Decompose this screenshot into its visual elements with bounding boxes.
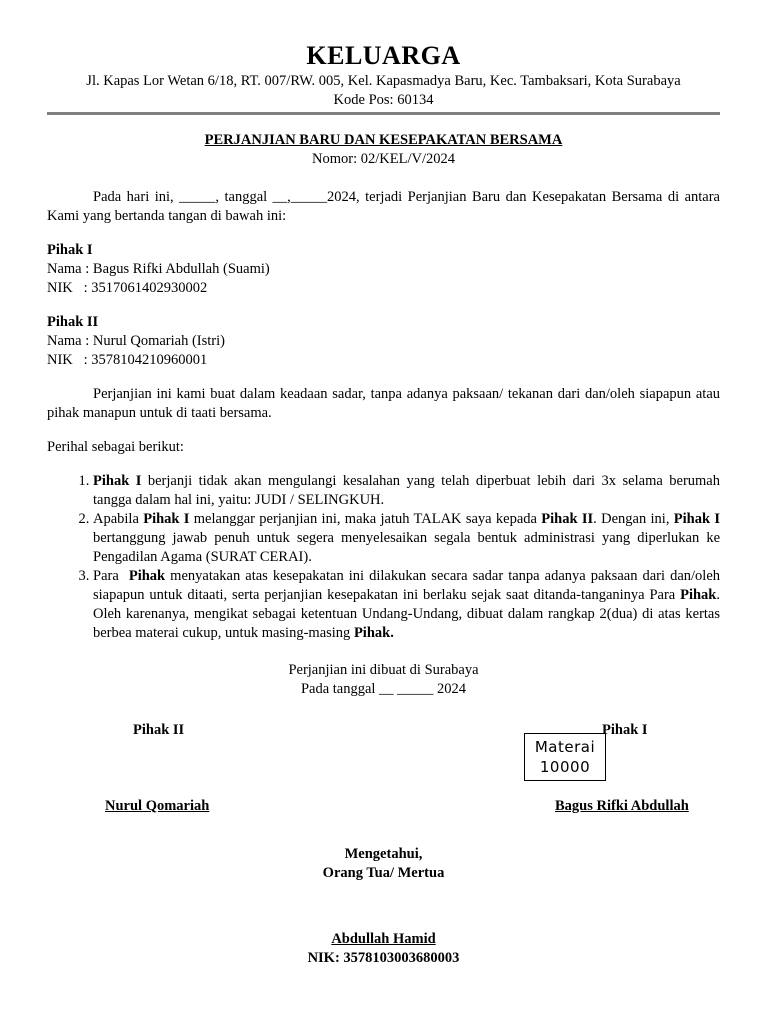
letterhead-divider — [47, 112, 720, 115]
document-title: PERJANJIAN BARU DAN KESEPAKATAN BERSAMA — [204, 132, 563, 148]
party-first-name: Nama : Bagus Rifki Abdullah (Suami) — [47, 261, 270, 277]
party-second-name: Nama : Nurul Qomariah (Istri) — [47, 333, 225, 349]
term-item-1 — [93, 472, 720, 510]
perihal-text: Perihal sebagai berikut: — [47, 439, 184, 455]
party-first-heading: Pihak I — [47, 242, 93, 258]
statement-paragraph: Perjanjian ini kami buat dalam keadaan sadar, tanpa adanya paksaan/ tekanan dari dan/oleh siapapun atau pihak manapun untuk di taati bersama. — [47, 386, 720, 421]
letterhead-address: Jl. Kapas Lor Wetan 6/18, RT. 007/RW. 005, Kel. Kapasmadya Baru, Kec. Tambaksari, Kota Surabaya — [86, 73, 681, 89]
term-3-text-b: menyatakan atas kesepakatan ini dilakukan secara sadar tanpa adanya paksaan dari dan/oleh siapapun untuk ditaati, serta perjanjian kesepakatan ini berlaku sejak saat ditanda-tanganinya Para — [93, 568, 721, 603]
term-3-bold-a: Pihak — [128, 568, 166, 584]
term-3-text-a: Para — [93, 568, 129, 584]
party-first-nik: NIK : 3517061402930002 — [47, 280, 208, 296]
term-3-bold-b: Pihak — [680, 587, 717, 603]
term-2-bold-a: Pihak I — [143, 511, 190, 527]
term-1-bold: Pihak I — [93, 473, 142, 489]
term-item-2 — [93, 510, 720, 567]
party-first — [47, 241, 720, 298]
letterhead-title: KELUARGA — [306, 41, 461, 70]
letterhead-postcode: Kode Pos: 60134 — [333, 92, 434, 108]
signature-left-label: Pihak II — [133, 722, 185, 738]
terms-list — [47, 472, 720, 643]
party-second-nik: NIK : 3578104210960001 — [47, 352, 208, 368]
term-1-text: berjanji tidak akan mengulangi kesalahan yang telah diperbuat lebih dari 3x selama berumah tangga dalam hal ini, yaitu: JUDI / SELINGKUH. — [93, 473, 720, 508]
term-item-3 — [93, 567, 720, 643]
party-second-heading: Pihak II — [47, 314, 99, 330]
document-number: Nomor: 02/KEL/V/2024 — [312, 151, 455, 167]
signature-left-name: Nurul Qomariah — [105, 798, 210, 814]
signature-block — [47, 711, 720, 841]
stamp-duty-value: 10000 — [539, 758, 591, 776]
term-2-bold-b: Pihak II — [541, 511, 594, 527]
witness-role: Orang Tua/ Mertua — [322, 865, 445, 881]
term-2-text-c: . Dengan ini, — [593, 511, 674, 527]
term-2-text-d: bertanggung jawab penuh untuk segera menyelesaikan segala bentuk administrasi yang diperlukan ke Pengadilan Agama (SURAT CERAI). — [93, 530, 720, 565]
document-page — [47, 40, 720, 968]
stamp-duty-label: Materai — [534, 738, 596, 756]
witness-heading: Mengetahui, — [344, 846, 423, 862]
closing-place: Perjanjian ini dibuat di Surabaya — [288, 662, 479, 678]
term-2-text-a: Apabila — [93, 511, 144, 527]
witness-nik: NIK: 3578103003680003 — [307, 950, 460, 966]
witness-name: Abdullah Hamid — [331, 931, 436, 947]
signature-right-name: Bagus Rifki Abdullah — [555, 798, 689, 814]
term-3-text-c: . Oleh karenanya, mengikat sebagai ketentuan Undang-Undang, dibuat dalam rangkap 2(dua) di atas kertas berbea materai cukup, untuk masing-masing — [93, 587, 720, 641]
stamp-duty-box — [524, 733, 606, 781]
closing-date: Pada tanggal __ _____ 2024 — [300, 681, 467, 697]
party-second — [47, 313, 720, 370]
term-2-bold-c: Pihak I — [673, 511, 720, 527]
opening-paragraph: Pada hari ini, _____, tanggal __,_____2024, terjadi Perjanjian Baru dan Kesepakatan Bersama di antara Kami yang bertanda tangan di bawah ini: — [47, 189, 720, 224]
term-2-text-b: melanggar perjanjian ini, maka jatuh TALAK saya kepada — [189, 511, 542, 527]
term-3-bold-c: Pihak. — [353, 625, 394, 641]
signature-right-label: Pihak I — [602, 722, 648, 738]
